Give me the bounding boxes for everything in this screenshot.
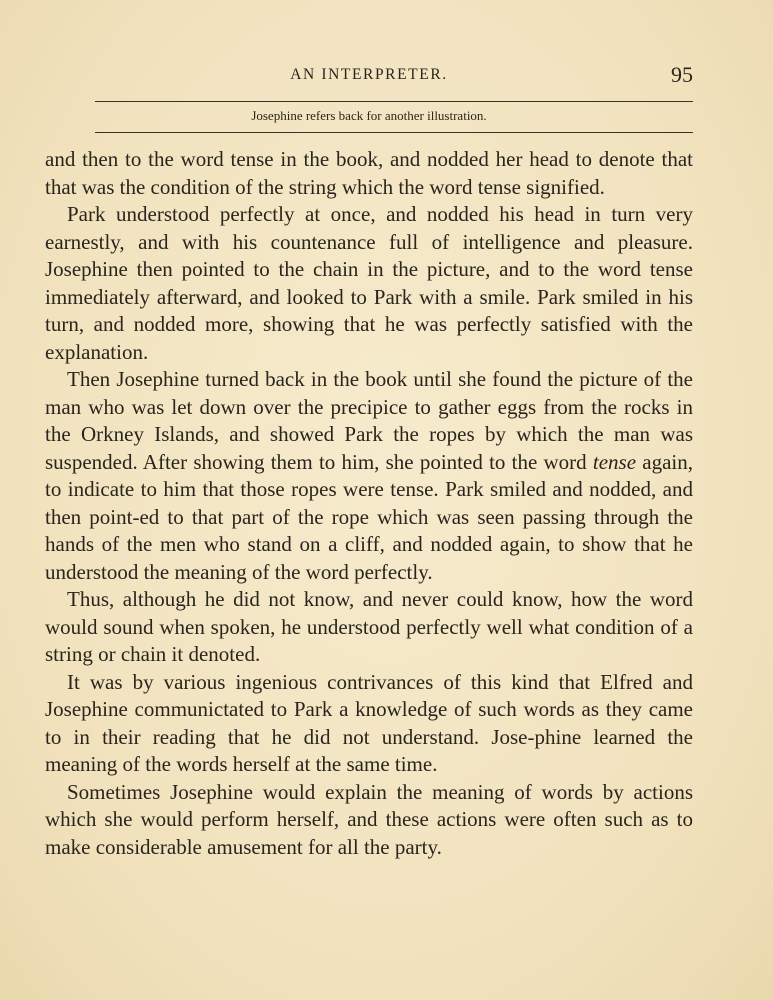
paragraph-1: and then to the word tense in the book, and nodded her head to denote that that was the condition of the string which the word tense signified. — [45, 147, 693, 199]
paragraph-2: Park understood perfectly at once, and nodded his head in turn very earnestly, and with his countenance full of intelligence and pleasure. Josephine then pointed to the chain in the picture, and to the word tense immediately afterward, and looked to Park with a smile. Park smiled in his turn, and nodded more, showing that he was perfectly satisfied with the explanation. — [45, 202, 693, 364]
running-title: AN INTERPRETER. — [290, 66, 448, 83]
top-rule — [95, 101, 693, 102]
italic-word-tense: tense — [592, 449, 637, 474]
paragraph-3 — [45, 366, 693, 586]
paragraph-3-start: Then Josephine turned back in the book until she found the picture of the man who was let down over the precipice to gather eggs from the rocks in the Orkney Islands, and showed Park the ropes by which the man was suspended. After showing them to him, she pointed to the word — [45, 367, 693, 474]
section-subhead: Josephine refers back for another illustration. — [251, 108, 487, 123]
paragraph-6: Sometimes Josephine would explain the meaning of words by actions which she would perform herself, and these actions were often such as to make considerable amusement for all the party. — [45, 779, 693, 859]
paragraph-4: Thus, although he did not know, and never could know, how the word would sound when spoken, he understood perfectly well what condition of a string or chain it denoted. — [45, 587, 693, 666]
running-head — [45, 62, 693, 92]
page-number: 95 — [671, 62, 693, 87]
paragraph-3-end: again, to indicate to him that those ropes were tense. Park smiled and nodded, and then point-ed to that part of the rope which was seen passing through the hands of the men who stand on a cliff, and nodded again, to show that he understood the meaning of the word perfectly. — [45, 449, 693, 584]
bottom-rule — [95, 132, 693, 133]
paragraph-5: It was by various ingenious contrivances of this kind that Elfred and Josephine communictated to Park a knowledge of such words as they came to in their reading that he did not understand. Jose-phine learned the meaning of the words herself at the same time. — [45, 669, 693, 776]
body-text — [45, 146, 693, 861]
